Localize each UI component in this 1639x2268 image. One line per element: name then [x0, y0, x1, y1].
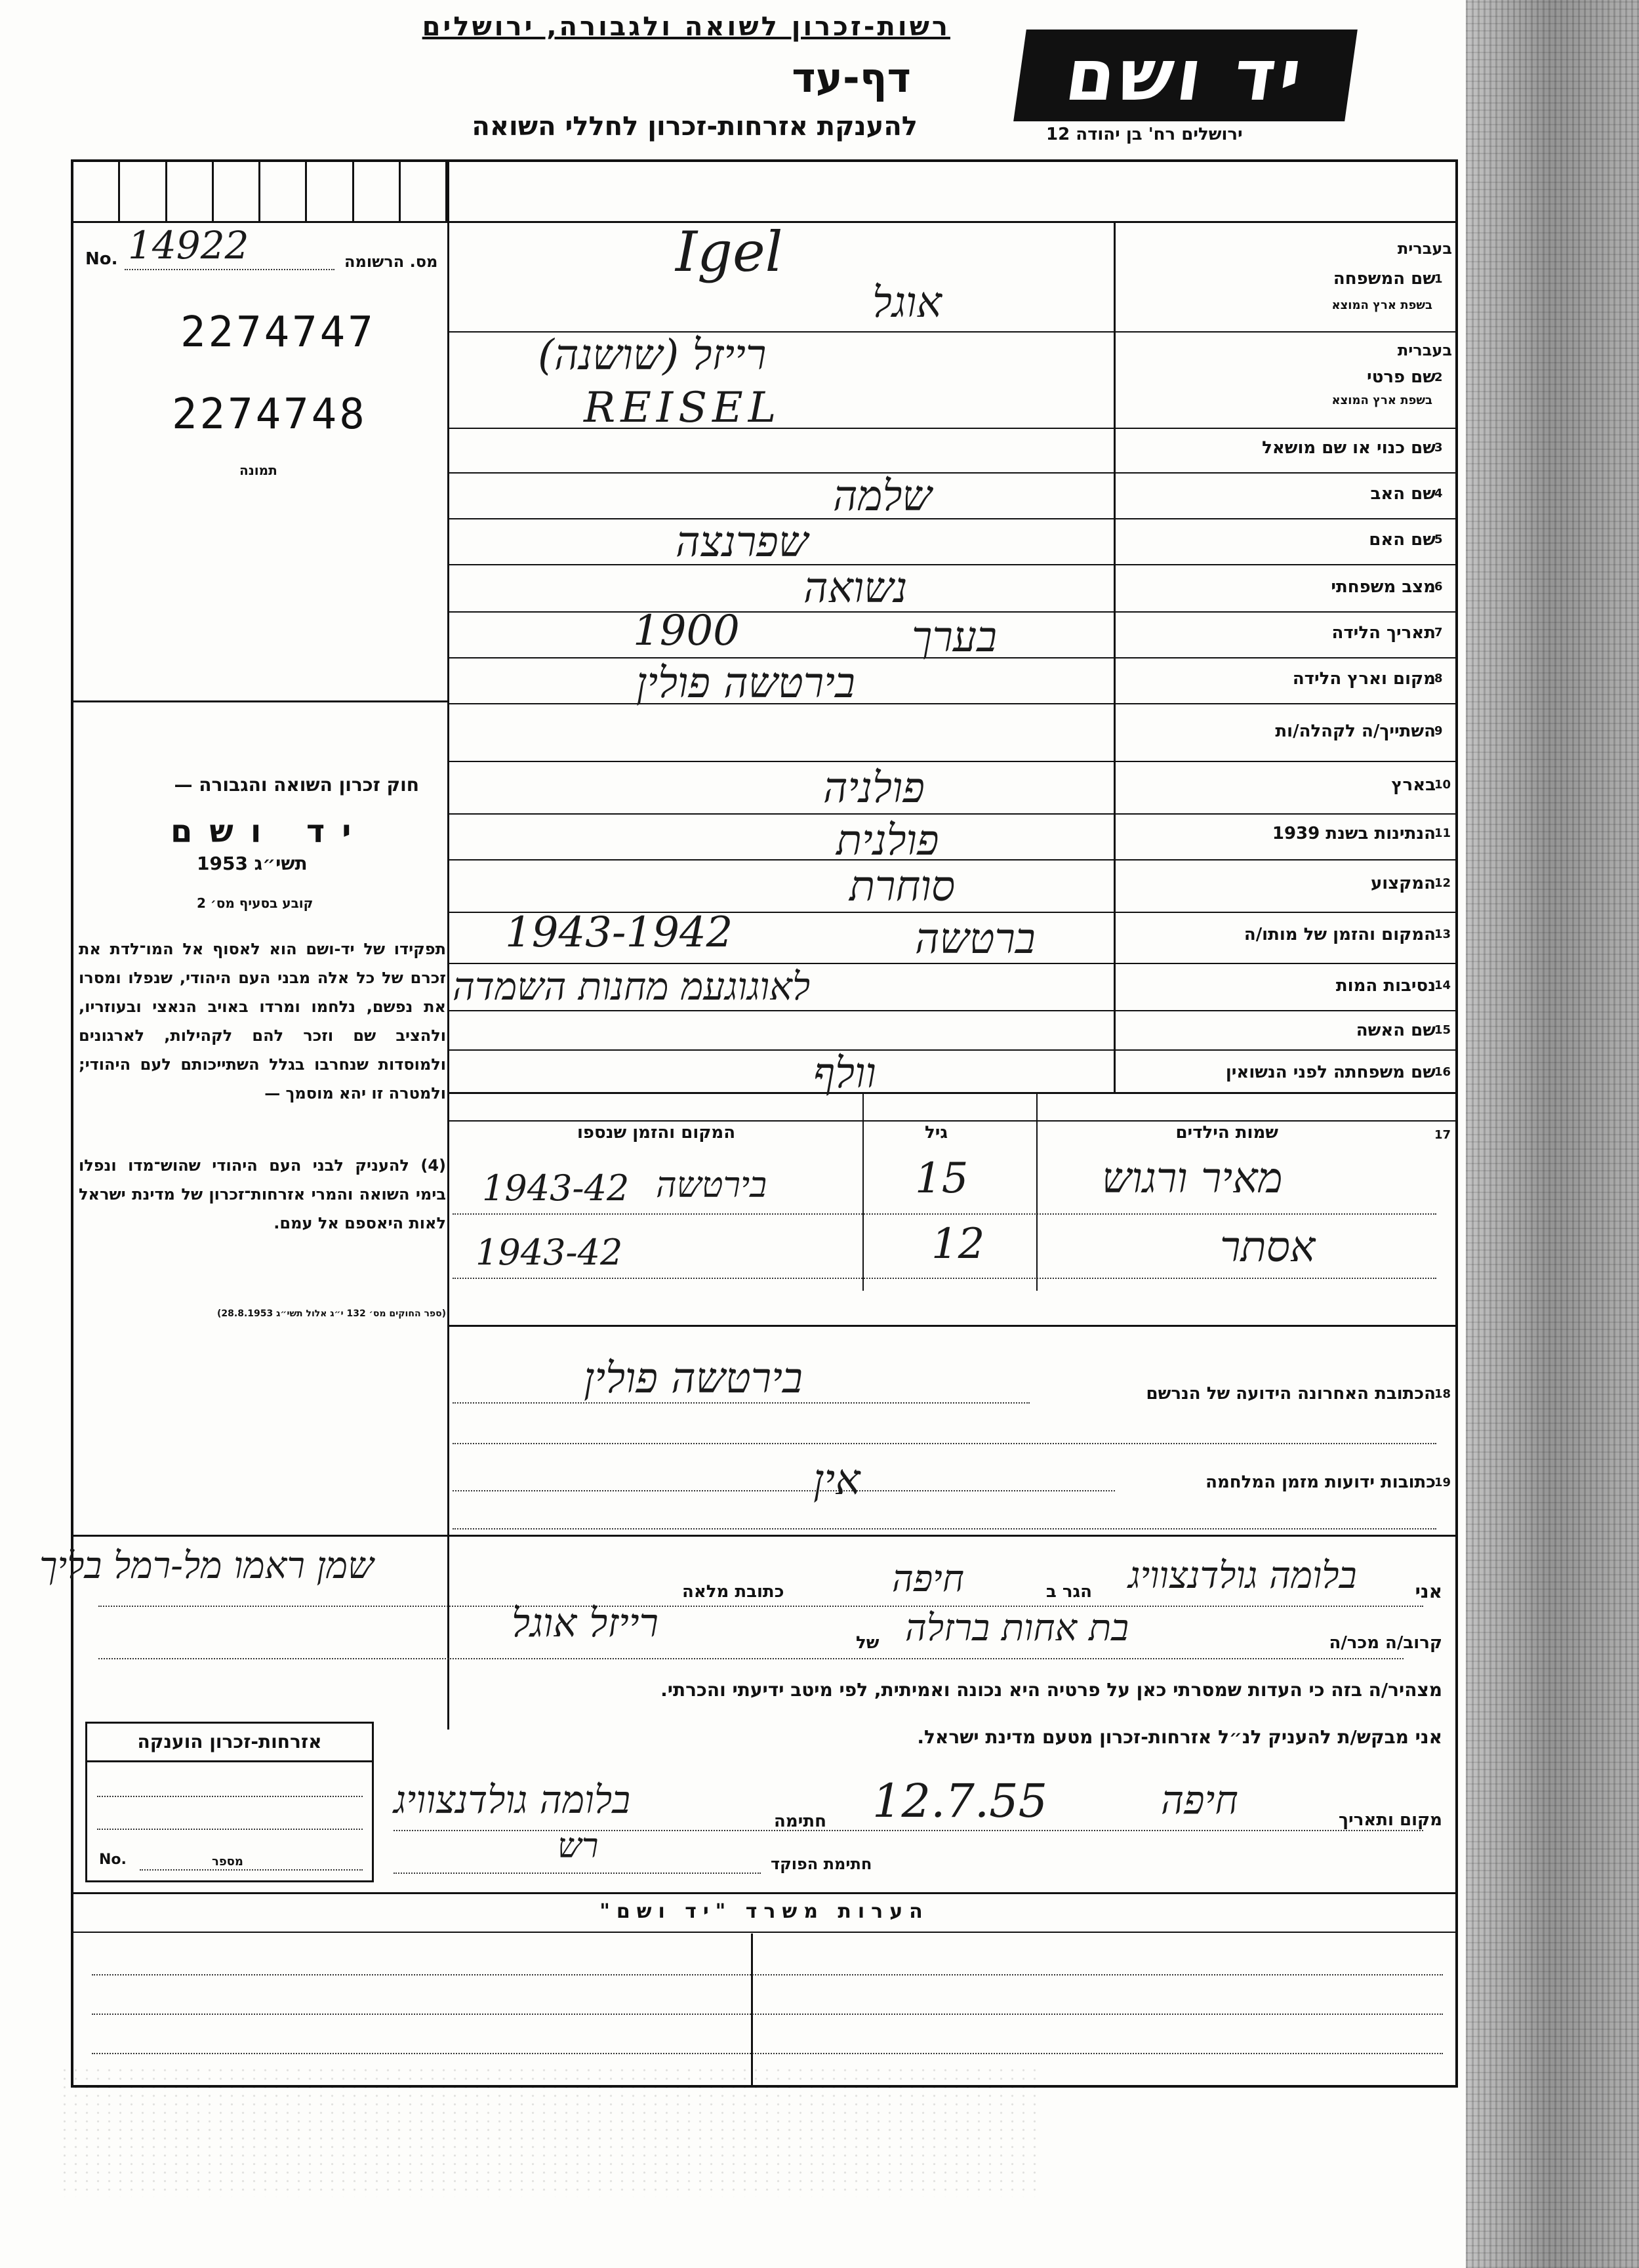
- stamp-box-number-label: מספר: [212, 1855, 243, 1869]
- children-place-header: המקום והזמן שנספו: [577, 1123, 736, 1143]
- f13-value-years: 1943-1942: [505, 908, 733, 957]
- decl-declarant: בלומה גולדנצוויג: [1128, 1554, 1357, 1597]
- children-col-divider: [1036, 1094, 1038, 1291]
- child-2-years: 1943-42: [476, 1232, 623, 1273]
- f14-label: נסיבות המות: [1335, 976, 1436, 996]
- f1-sub-local: בשפת ארץ המוצא: [1331, 298, 1432, 312]
- f8-label: מקום וארץ הלידה: [1292, 669, 1436, 689]
- decl-relation: בת אחות ברזלה: [905, 1607, 1129, 1650]
- f15-num: 15: [1434, 1023, 1451, 1037]
- decl-line-1: [98, 1606, 1423, 1607]
- row-rule: [449, 611, 1456, 613]
- comments-line: [92, 1974, 1443, 1975]
- f14-num: 14: [1434, 979, 1451, 992]
- f13-label: המקום והזמן של מותו/ה: [1244, 925, 1436, 944]
- registry-label: מס. הרשומה: [344, 253, 438, 271]
- law-name: יד ושם: [171, 813, 369, 850]
- code-box: [307, 162, 354, 221]
- row-rule: [449, 813, 1456, 815]
- law-paragraph-2: (4) להעניק לבני העם היהודי שהוש־מדו ונפלו בימי השואה והמרי אזרחות־זכרון של מדינת ישראל לאות היאספם אל עמם.: [79, 1156, 446, 1232]
- decl-resident-of: הגר ב: [1046, 1582, 1093, 1602]
- child-1-age: 15: [915, 1154, 969, 1203]
- decl-subject: רייזל אוגל: [512, 1600, 659, 1646]
- f2-sub-heb: בעברית: [1397, 341, 1452, 359]
- code-box: [354, 162, 401, 221]
- decl-ani: אני: [1415, 1581, 1442, 1602]
- f8-num: 8: [1434, 672, 1443, 685]
- decl-place: חיפה: [1161, 1777, 1238, 1823]
- f2-sub-local: בשפת ארץ המוצא: [1331, 394, 1432, 407]
- f10-label: בארץ: [1391, 775, 1436, 795]
- stamp-number-1: 2274747: [180, 308, 376, 357]
- row-rule: [449, 1092, 1456, 1094]
- row-rule: [449, 564, 1456, 565]
- decl-statement-1: מצהיר/ה בזה כי העדות שמסרתי כאן על פרטיה היא נכונה ואמיתית, לפי מיטב ידיעתי והכרתי.: [660, 1679, 1442, 1701]
- comments-line: [92, 2014, 1443, 2015]
- form-subtitle: להענקת אזרחות-זכרון לחללי השואה: [472, 111, 918, 142]
- side-column-divider: [447, 162, 449, 1730]
- f14-value: לאוגוגעמ מחנות השמדה: [453, 964, 811, 1009]
- code-box: [73, 162, 120, 221]
- code-box: [120, 162, 167, 221]
- comments-line: [92, 2053, 1443, 2054]
- f10-value: פולניה: [823, 764, 925, 813]
- row-rule: [449, 1010, 1456, 1011]
- row-rule: [449, 761, 1456, 762]
- decl-city: חיפה: [892, 1558, 964, 1600]
- law-reference: (ספר החוקים מס׳ 132 י״ג אלול תשי״ג 28.8.1953): [217, 1308, 446, 1319]
- code-box: [401, 162, 447, 221]
- children-row-line: [453, 1278, 1436, 1279]
- f7-label: תאריך הלידה: [1331, 623, 1436, 643]
- f5-value: שפרנצה: [676, 518, 809, 567]
- decl-signature: בלומה גולדנצוויג: [394, 1777, 631, 1822]
- decl-official-label: חתימת הפוקד: [771, 1855, 872, 1873]
- f7-value-year: 1900: [633, 607, 740, 655]
- comments-header-rule: [73, 1932, 1456, 1933]
- registry-number-line: [125, 269, 334, 270]
- row-rule: [449, 859, 1456, 861]
- children-age-header: גיל: [925, 1123, 948, 1143]
- child-1-years: 1943-42: [482, 1167, 630, 1209]
- scan-edge-shading: [1466, 0, 1639, 2268]
- decl-line-3: [394, 1830, 1423, 1831]
- comments-rule: [73, 1892, 1456, 1894]
- law-clause: קובע בסעיף מס׳ 2: [197, 895, 314, 911]
- decl-full-address: שמן ראמו מל-רמל בליך: [39, 1545, 374, 1587]
- child-2-age: 12: [931, 1220, 985, 1268]
- photo-label: תמונה: [239, 462, 277, 478]
- f2-label: שם פרטי: [1367, 367, 1436, 387]
- decl-line-2: [98, 1658, 1404, 1659]
- code-boxes: [73, 162, 447, 221]
- f7-num: 7: [1434, 626, 1443, 639]
- form-title: דף-עד: [792, 54, 911, 102]
- decl-statement-2: אני מבקש/ת להעניק לנ״ל אזרחות-זכרון מטעם מדינת ישראל.: [917, 1726, 1442, 1748]
- stamp-number-2: 2274748: [172, 390, 367, 439]
- children-row-line: [453, 1213, 1436, 1215]
- addresses-rule: [449, 1325, 1456, 1327]
- f16-label: שם משפחתה לפני הנשואין: [1225, 1063, 1436, 1082]
- code-box: [167, 162, 214, 221]
- comments-divider: [751, 1934, 753, 2086]
- f13-value-place: ברטשה: [915, 915, 1036, 963]
- code-box: [214, 162, 260, 221]
- decl-date: 12.7.55: [872, 1774, 1048, 1828]
- decl-line-4: [394, 1873, 761, 1874]
- f1-sub-heb: בעברית: [1397, 239, 1452, 258]
- stamp-box-line: [97, 1829, 363, 1830]
- f16-value: וולף: [813, 1049, 876, 1098]
- children-col-divider: [862, 1094, 864, 1291]
- child-1-place: בירטשה: [656, 1164, 767, 1205]
- f12-value: סוחרת: [849, 862, 956, 911]
- f3-num: 3: [1434, 441, 1443, 455]
- f11-label: הנתינות בשנת 1939: [1272, 824, 1436, 843]
- children-header-rule: [449, 1120, 1456, 1122]
- stamp-box-number-line: [140, 1869, 363, 1871]
- registry-no-prefix: No.: [85, 249, 118, 269]
- f12-label: המקצוע: [1370, 874, 1436, 893]
- children-num: 17: [1434, 1128, 1451, 1142]
- code-box: [260, 162, 307, 221]
- f19-label: כתובות ידועות מזמן המלחמה: [1205, 1472, 1436, 1492]
- law-year: תשי״ג 1953: [197, 853, 308, 874]
- registry-number: 14922: [128, 223, 249, 268]
- child-1-name: מאיר ורגוש: [1102, 1154, 1283, 1203]
- f19-line-2: [453, 1528, 1436, 1529]
- f4-label: שם האב: [1370, 484, 1436, 504]
- f18-num: 18: [1434, 1387, 1451, 1401]
- declaration-rule: [73, 1535, 1456, 1537]
- f19-line: [453, 1490, 1115, 1491]
- f11-value: פולנית: [836, 817, 939, 865]
- citizenship-stamp-box: [85, 1722, 374, 1882]
- f19-num: 19: [1434, 1476, 1451, 1489]
- f4-value: שלמה: [833, 472, 932, 521]
- stamp-box-title: אזרחות-זכרון הוענקה: [87, 1724, 372, 1762]
- stamp-box-line: [97, 1796, 363, 1797]
- yad-vashem-logo: [1013, 30, 1358, 121]
- f9-label: השתייך/ה לקהלה/ות: [1275, 721, 1436, 741]
- organization-name: רשות-זכרון לשואה ולגבורה, ירושלים: [422, 12, 950, 42]
- decl-of: של: [856, 1633, 880, 1653]
- stamp-box-no: No.: [99, 1852, 127, 1868]
- law-title: חוק זכרון השואה והגבורה —: [174, 774, 419, 796]
- f3-label: שם כנוי או שם מושאל: [1262, 438, 1436, 458]
- f9-num: 9: [1434, 724, 1443, 738]
- f10-num: 10: [1434, 778, 1451, 792]
- decl-official-sig: רש: [557, 1827, 599, 1866]
- row-rule: [449, 518, 1456, 519]
- f18-value: בירטשה פולין: [584, 1354, 803, 1403]
- f5-num: 5: [1434, 533, 1443, 546]
- f6-value: נשואה: [803, 564, 908, 613]
- f1-num: 1: [1434, 272, 1443, 286]
- f2-value-latin: REISEL: [584, 384, 782, 432]
- f1-label: שם המשפחה: [1333, 269, 1436, 289]
- f11-num: 11: [1434, 826, 1451, 840]
- row-rule: [449, 472, 1456, 474]
- row-rule: [449, 1049, 1456, 1051]
- f12-num: 12: [1434, 876, 1451, 890]
- f16-num: 16: [1434, 1065, 1451, 1079]
- f18-line-2: [453, 1443, 1436, 1444]
- law-paragraph-1: תפקידו של יד-ושם הוא לאסוף אל המו־לדת את זכרם של כל אלה מבני העם היהודי, שנפלו ומסרו את נפשם, נלחמו ומרדו באויב הנאצי ובעוזריו, ולהציב שם וזכר להם לקהילות, לארגונים ולמוסדות שנחרבו בגלל השתייכותם לעם היהודי; ולמטרה זו יהא מוסמך —: [79, 940, 446, 1103]
- f13-num: 13: [1434, 927, 1451, 941]
- child-2-name: אסתר: [1220, 1223, 1316, 1272]
- decl-full-address-label: כתובת מלאה: [682, 1582, 784, 1602]
- f8-value: בירטשה פולין: [636, 659, 855, 708]
- organization-address: ירושלים רח' בן יהודה 12: [1046, 125, 1243, 144]
- logo-text: יד ושם: [1061, 34, 1310, 117]
- f19-value: אין: [813, 1456, 860, 1505]
- f5-label: שם האם: [1369, 530, 1436, 550]
- f1-value-latin: Igel: [676, 220, 783, 284]
- decl-relation-label: קרוב/ה מכר/ה: [1329, 1633, 1442, 1653]
- f6-label: מצב משפחתי: [1331, 577, 1436, 597]
- f1-value-heb: אוגל: [872, 279, 942, 327]
- photo-area-rule: [73, 700, 447, 702]
- f6-num: 6: [1434, 580, 1443, 594]
- children-names-header: שמות הילדים: [1175, 1123, 1278, 1143]
- f2-num: 2: [1434, 371, 1443, 384]
- f4-num: 4: [1434, 487, 1443, 500]
- decl-signature-label: חתימה: [774, 1812, 826, 1831]
- f15-label: שם האשה: [1356, 1021, 1436, 1040]
- comments-title: הערות משרד "יד ושם": [599, 1900, 929, 1923]
- f2-value-heb: רייזל (שושנה): [538, 331, 767, 380]
- decl-place-date-label: מקום ותאריך: [1339, 1810, 1442, 1830]
- f18-label: הכתובת האחרונה הידועה של הנרשם: [1146, 1384, 1436, 1404]
- row-rule: [449, 703, 1456, 704]
- f7-value-word: בערך: [912, 613, 997, 662]
